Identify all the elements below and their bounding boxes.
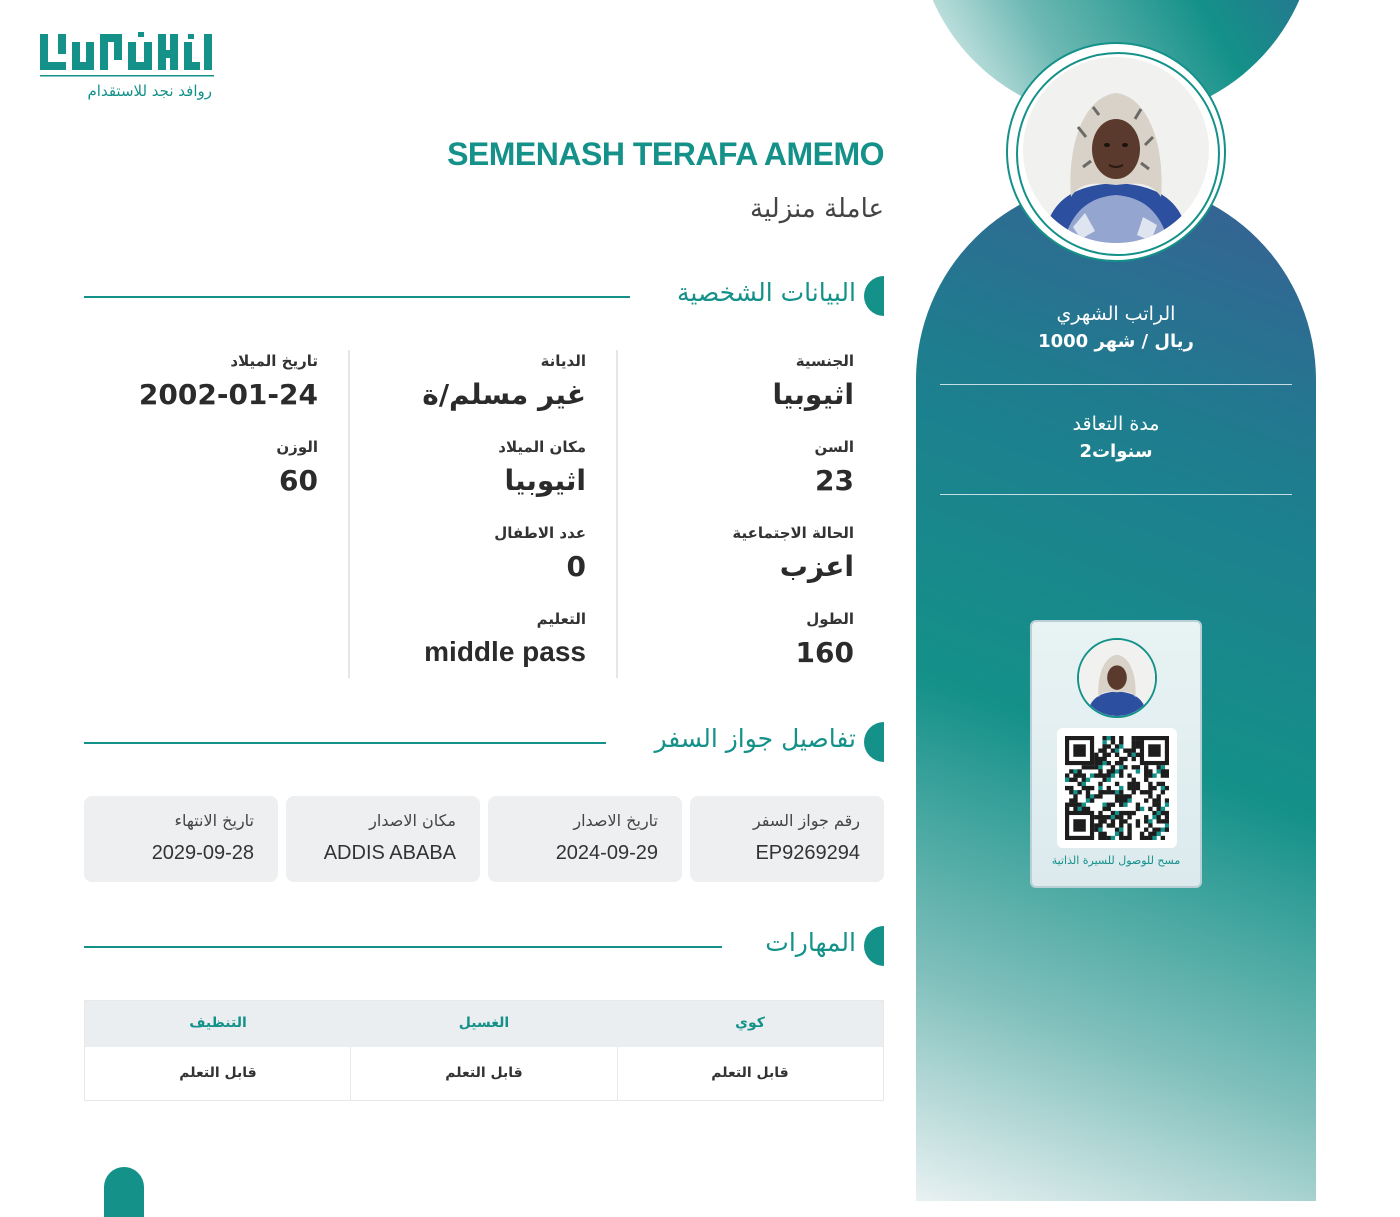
issue-place-card — [286, 796, 480, 882]
card-label: تاريخ الاصدار — [573, 811, 658, 830]
issue-date-card — [488, 796, 682, 882]
qr-code-graphic — [1065, 736, 1169, 840]
field-label: عدد الاطفال — [494, 524, 586, 542]
passport-number-card — [690, 796, 884, 882]
field-children — [494, 524, 586, 583]
salary-label: الراتب الشهري — [1056, 303, 1176, 325]
mini-profile-photo — [1077, 638, 1157, 718]
personal-info-grid — [84, 350, 884, 678]
field-label: الحالة الاجتماعية — [732, 524, 854, 542]
field-label: الجنسية — [795, 352, 854, 370]
field-label: الوزن — [276, 438, 318, 456]
skill-level: قابل التعلم — [445, 1065, 523, 1081]
section-tab — [864, 926, 884, 966]
field-birth-date — [139, 352, 318, 411]
field-value: 0 — [566, 550, 586, 583]
section-header-personal — [84, 276, 884, 318]
contract-label: مدة التعاقد — [1072, 413, 1160, 435]
field-label: السن — [814, 438, 854, 456]
field-height — [796, 610, 854, 669]
card-label: تاريخ الانتهاء — [174, 811, 254, 830]
sidebar-panel — [916, 0, 1316, 1201]
card-value: 2024-09-29 — [555, 842, 658, 864]
field-label: الديانة — [540, 352, 586, 370]
field-label: مكان الميلاد — [498, 438, 586, 456]
divider — [940, 494, 1292, 495]
card-label: مكان الاصدار — [369, 811, 456, 830]
field-value: 160 — [795, 636, 854, 669]
card-label: رقم جواز السفر — [752, 811, 860, 830]
section-title: البيانات الشخصية — [677, 278, 856, 307]
company-subtitle: روافد نجد للاستقدام — [87, 82, 212, 100]
field-nationality — [772, 352, 854, 411]
salary-value: 1000 ريال / شهر — [1038, 331, 1194, 352]
field-label: الطول — [806, 610, 854, 628]
field-religion — [422, 352, 586, 411]
field-value: اثيوبيا — [772, 378, 854, 411]
field-weight — [276, 438, 318, 497]
field-marital — [732, 524, 854, 583]
field-value: اعزب — [779, 550, 854, 583]
field-value: 2002-01-24 — [138, 378, 318, 411]
qr-code[interactable] — [1057, 728, 1177, 848]
section-title: المهارات — [765, 928, 856, 957]
skill-header: كوي — [735, 1015, 765, 1031]
worker-name: SEMENASH TERAFA AMEMO — [447, 136, 884, 172]
qr-card[interactable] — [1030, 620, 1202, 888]
section-line — [84, 946, 722, 948]
skills-table — [84, 1000, 884, 1101]
field-value: 23 — [815, 464, 854, 497]
info-column — [84, 350, 350, 678]
section-tab — [864, 722, 884, 762]
info-column — [352, 350, 618, 678]
profile-photo — [1023, 57, 1209, 243]
divider — [940, 384, 1292, 385]
card-value: ADDIS ABABA — [323, 842, 456, 864]
salary-block — [940, 303, 1292, 352]
job-title: عاملة منزلية — [750, 194, 884, 224]
field-label: التعليم — [536, 610, 586, 628]
field-education — [424, 610, 586, 668]
field-value: middle pass — [424, 636, 586, 667]
field-value: غير مسلم/ة — [422, 378, 586, 411]
skill-level: قابل التعلم — [711, 1065, 789, 1081]
card-value: EP9269294 — [755, 842, 860, 864]
decorative-tab — [104, 1167, 144, 1217]
card-value: 2029-09-28 — [151, 842, 254, 864]
section-line — [84, 742, 606, 744]
contract-block — [940, 413, 1292, 462]
section-header-skills — [84, 926, 884, 968]
contract-value: 2سنوات — [1079, 441, 1153, 462]
section-header-passport — [84, 722, 884, 764]
expiry-date-card — [84, 796, 278, 882]
skill-header: التنظيف — [189, 1015, 247, 1031]
section-title: تفاصيل جواز السفر — [654, 724, 856, 753]
skill-level: قابل التعلم — [179, 1065, 257, 1081]
field-age — [814, 438, 854, 497]
section-line — [84, 296, 630, 298]
info-column — [618, 350, 884, 678]
field-value: 60 — [279, 464, 318, 497]
field-birth-place — [498, 438, 586, 497]
qr-caption: مسح للوصول للسيرة الذاتية — [1051, 854, 1181, 867]
section-tab — [864, 276, 884, 316]
skill-header: الغسيل — [458, 1015, 510, 1031]
passport-details — [84, 796, 884, 882]
field-value: اثيوبيا — [504, 464, 586, 497]
field-label: تاريخ الميلاد — [230, 352, 318, 370]
